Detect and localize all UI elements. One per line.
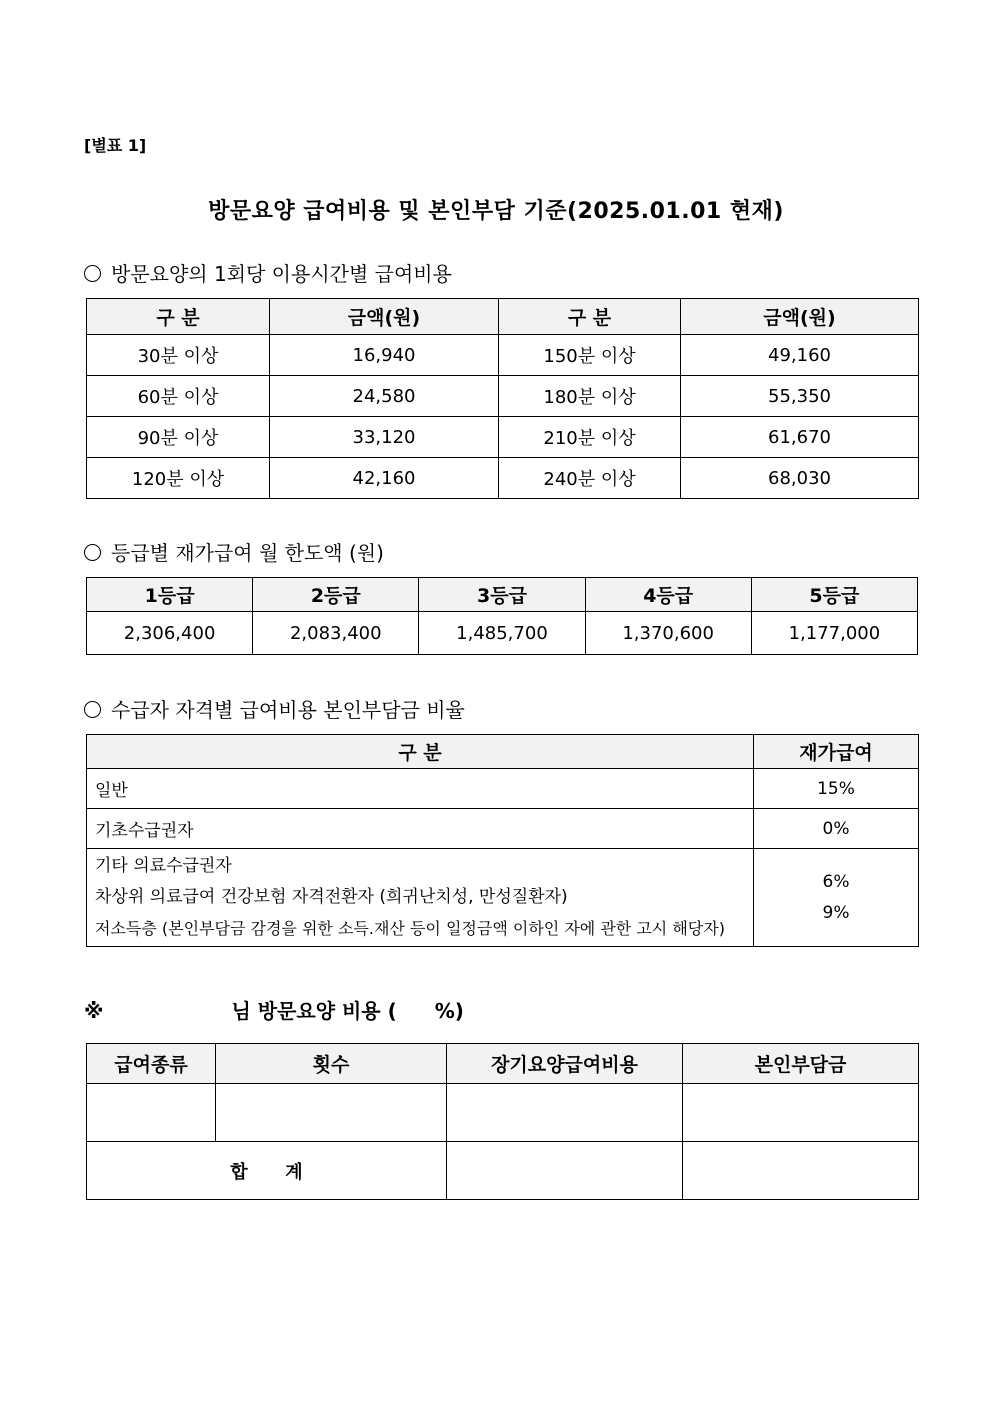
amount-cell: 68,030 xyxy=(681,458,919,499)
table-row xyxy=(87,769,919,809)
section1-heading xyxy=(84,258,452,287)
amount-cell: 61,670 xyxy=(681,417,919,458)
time-cell: 180분 이상 xyxy=(499,376,681,417)
time-cost-table xyxy=(86,298,919,499)
category-cell xyxy=(87,849,754,947)
limit-cell: 1,370,600 xyxy=(585,612,751,655)
rate-cell: 15% xyxy=(754,769,919,809)
rate-line: 9% xyxy=(822,902,850,923)
table-row xyxy=(87,458,919,499)
benefit-type-cell[interactable] xyxy=(87,1084,216,1142)
total-row xyxy=(87,1142,919,1200)
circle-bullet-icon xyxy=(84,544,101,561)
col-header: 급여종류 xyxy=(87,1044,216,1084)
col-header: 금액(원) xyxy=(270,299,499,335)
grade-header: 1등급 xyxy=(87,578,253,612)
table-row xyxy=(87,376,919,417)
table-row xyxy=(87,417,919,458)
table-header-row xyxy=(87,578,918,612)
note-text: 님 방문요양 비용 ( xyxy=(231,999,397,1023)
col-header: 재가급여 xyxy=(754,735,919,769)
section1-heading-text: 방문요양의 1회당 이용시간별 급여비용 xyxy=(111,262,452,286)
table-row xyxy=(87,612,918,655)
count-cell[interactable] xyxy=(216,1084,447,1142)
amount-cell: 16,940 xyxy=(270,335,499,376)
reference-mark: ※ xyxy=(84,999,104,1023)
table-header-row xyxy=(87,299,919,335)
section2-heading xyxy=(84,537,384,566)
limit-cell: 2,083,400 xyxy=(253,612,419,655)
category-cell: 일반 xyxy=(87,769,754,809)
col-header: 구 분 xyxy=(87,735,754,769)
grade-header: 5등급 xyxy=(751,578,917,612)
category-line: 차상위 의료급여 건강보험 자격전환자 (희귀난치성, 만성질환자) xyxy=(95,887,568,907)
section2-heading-text: 등급별 재가급여 월 한도액 (원) xyxy=(111,541,384,565)
limit-cell: 1,485,700 xyxy=(419,612,585,655)
grade-header: 3등급 xyxy=(419,578,585,612)
amount-cell: 49,160 xyxy=(681,335,919,376)
copay-cell[interactable] xyxy=(683,1084,919,1142)
category-line: 기타 의료수급권자 xyxy=(95,856,232,876)
col-header: 본인부담금 xyxy=(683,1044,919,1084)
col-header: 횟수 xyxy=(216,1044,447,1084)
table-header-row xyxy=(87,735,919,769)
page-title: 방문요양 급여비용 및 본인부담 기준(2025.01.01 현재) xyxy=(208,199,784,224)
limit-cell: 2,306,400 xyxy=(87,612,253,655)
note-percent: %) xyxy=(434,999,464,1023)
category-line: 저소득층 (본인부담금 감경을 위한 소득.재산 등이 일정금액 이하인 자에 관한 고시 해당자) xyxy=(95,919,725,938)
ltc-cost-cell[interactable] xyxy=(447,1084,683,1142)
personal-cost-table xyxy=(86,1043,919,1200)
amount-cell: 55,350 xyxy=(681,376,919,417)
table-row xyxy=(87,849,919,947)
rate-cell xyxy=(754,849,919,947)
time-cell: 150분 이상 xyxy=(499,335,681,376)
personal-cost-note xyxy=(84,995,464,1024)
col-header: 구 분 xyxy=(499,299,681,335)
grade-header: 2등급 xyxy=(253,578,419,612)
amount-cell: 42,160 xyxy=(270,458,499,499)
amount-cell: 24,580 xyxy=(270,376,499,417)
circle-bullet-icon xyxy=(84,701,101,718)
category-cell: 기초수급권자 xyxy=(87,809,754,849)
table-row xyxy=(87,335,919,376)
total-copay-cell[interactable] xyxy=(683,1142,919,1200)
table-row xyxy=(87,1084,919,1142)
col-header: 구 분 xyxy=(87,299,270,335)
limit-cell: 1,177,000 xyxy=(751,612,917,655)
grade-header: 4등급 xyxy=(585,578,751,612)
total-label xyxy=(87,1142,447,1200)
table-header-row xyxy=(87,1044,919,1084)
time-cell: 60분 이상 xyxy=(87,376,270,417)
col-header: 금액(원) xyxy=(681,299,919,335)
table-row xyxy=(87,809,919,849)
annex-label: [별표 1] xyxy=(84,136,147,155)
col-header: 장기요양급여비용 xyxy=(447,1044,683,1084)
time-cell: 210분 이상 xyxy=(499,417,681,458)
copay-rate-table xyxy=(86,734,919,947)
time-cell: 90분 이상 xyxy=(87,417,270,458)
grade-limit-table xyxy=(86,577,918,655)
circle-bullet-icon xyxy=(84,265,101,282)
total-label-text: 합 계 xyxy=(230,1161,303,1183)
section3-heading-text: 수급자 자격별 급여비용 본인부담금 비율 xyxy=(111,698,465,722)
amount-cell: 33,120 xyxy=(270,417,499,458)
rate-cell: 0% xyxy=(754,809,919,849)
total-ltc-cost-cell[interactable] xyxy=(447,1142,683,1200)
time-cell: 120분 이상 xyxy=(87,458,270,499)
section3-heading xyxy=(84,694,465,723)
time-cell: 30분 이상 xyxy=(87,335,270,376)
rate-line: 6% xyxy=(822,871,850,892)
time-cell: 240분 이상 xyxy=(499,458,681,499)
